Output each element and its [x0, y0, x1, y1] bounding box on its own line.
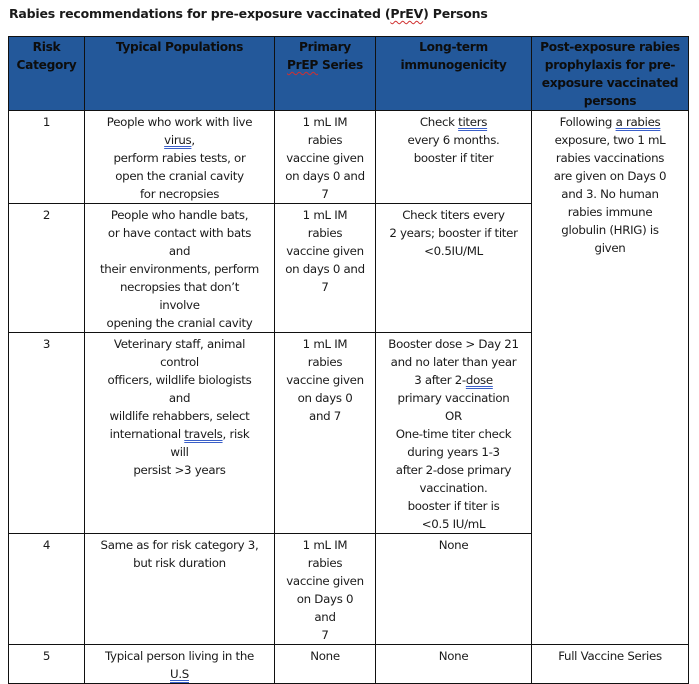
cell-primary-series: None [275, 645, 376, 684]
cell-post-exposure: Full Vaccine Series [532, 645, 689, 684]
header-row [9, 37, 689, 111]
cell-long-term-immunogenicity: None [376, 645, 532, 684]
cell-long-term-immunogenicity: Check titers every 6 months. booster if titer [376, 111, 532, 204]
cell-primary-series: 1 mL IM rabies vaccine given on days 0 and 7 [275, 204, 376, 333]
header-typical-populations: Typical Populations [85, 37, 275, 111]
cell-long-term-immunogenicity: Booster dose > Day 21 and no later than year 3 after 2-dose primary vaccination OR One-time titer check during years 1-3 after 2-dose primary vaccination. booster if titer is <0.5 IU/mL [376, 333, 532, 534]
table-row [9, 645, 689, 684]
cell-primary-series: 1 mL IM rabies vaccine given on days 0 and 7 [275, 333, 376, 534]
header-primary-prep-series: Primary PrEP Series [275, 37, 376, 111]
title-text-end: ) Persons [423, 6, 488, 21]
cell-primary-series: 1 mL IM rabies vaccine given on days 0 and 7 [275, 111, 376, 204]
spellcheck-flagged-word[interactable]: PrEP [287, 58, 319, 72]
cell-risk-category: 1 [9, 111, 85, 204]
header-long-term-immunogenicity: Long-term immunogenicity [376, 37, 532, 111]
cell-typical-populations: Same as for risk category 3, but risk duration [85, 534, 275, 645]
grammar-flagged-word[interactable]: titers [458, 115, 488, 129]
grammar-flagged-word[interactable]: dose [465, 373, 493, 387]
cell-risk-category: 5 [9, 645, 85, 684]
cell-risk-category: 4 [9, 534, 85, 645]
cell-post-exposure-shared: Following a rabies exposure, two 1 mL rabies vaccinations are given on Days 0 and 3. No human rabies immune globulin (HRIG) is given [532, 111, 689, 645]
cell-risk-category: 2 [9, 204, 85, 333]
header-post-exposure-prophylaxis: Post-exposure rabies prophylaxis for pre- exposure vaccinated persons [532, 37, 689, 111]
grammar-flagged-word[interactable]: travels [184, 427, 223, 441]
cell-long-term-immunogenicity: None [376, 534, 532, 645]
cell-long-term-immunogenicity: Check titers every 2 years; booster if titer <0.5IU/ML [376, 204, 532, 333]
cell-risk-category: 3 [9, 333, 85, 534]
grammar-flagged-word[interactable]: U.S [170, 667, 189, 681]
header-risk-category: Risk Category [9, 37, 85, 111]
cell-typical-populations: People who handle bats, or have contact with bats and their environments, perform necropsies that don’t involve opening the cranial cavity [85, 204, 275, 333]
cell-typical-populations: Veterinary staff, animal control officers, wildlife biologists and wildlife rehabbers, select international travels, risk will persist >3 years [85, 333, 275, 534]
grammar-flagged-word[interactable]: virus [164, 133, 192, 147]
title-text: Rabies recommendations for pre-exposure vaccinated ( [9, 6, 391, 21]
cell-typical-populations: People who work with live virus, perform rabies tests, or open the cranial cavity for necropsies [85, 111, 275, 204]
spellcheck-flagged-word[interactable]: PrEV [390, 6, 424, 21]
grammar-flagged-word[interactable]: a rabies [615, 115, 661, 129]
cell-typical-populations: Typical person living in the U.S [85, 645, 275, 684]
table-row [9, 111, 689, 204]
document-title [9, 6, 488, 21]
rabies-recommendations-table [8, 36, 689, 684]
cell-primary-series: 1 mL IM rabies vaccine given on Days 0 and 7 [275, 534, 376, 645]
